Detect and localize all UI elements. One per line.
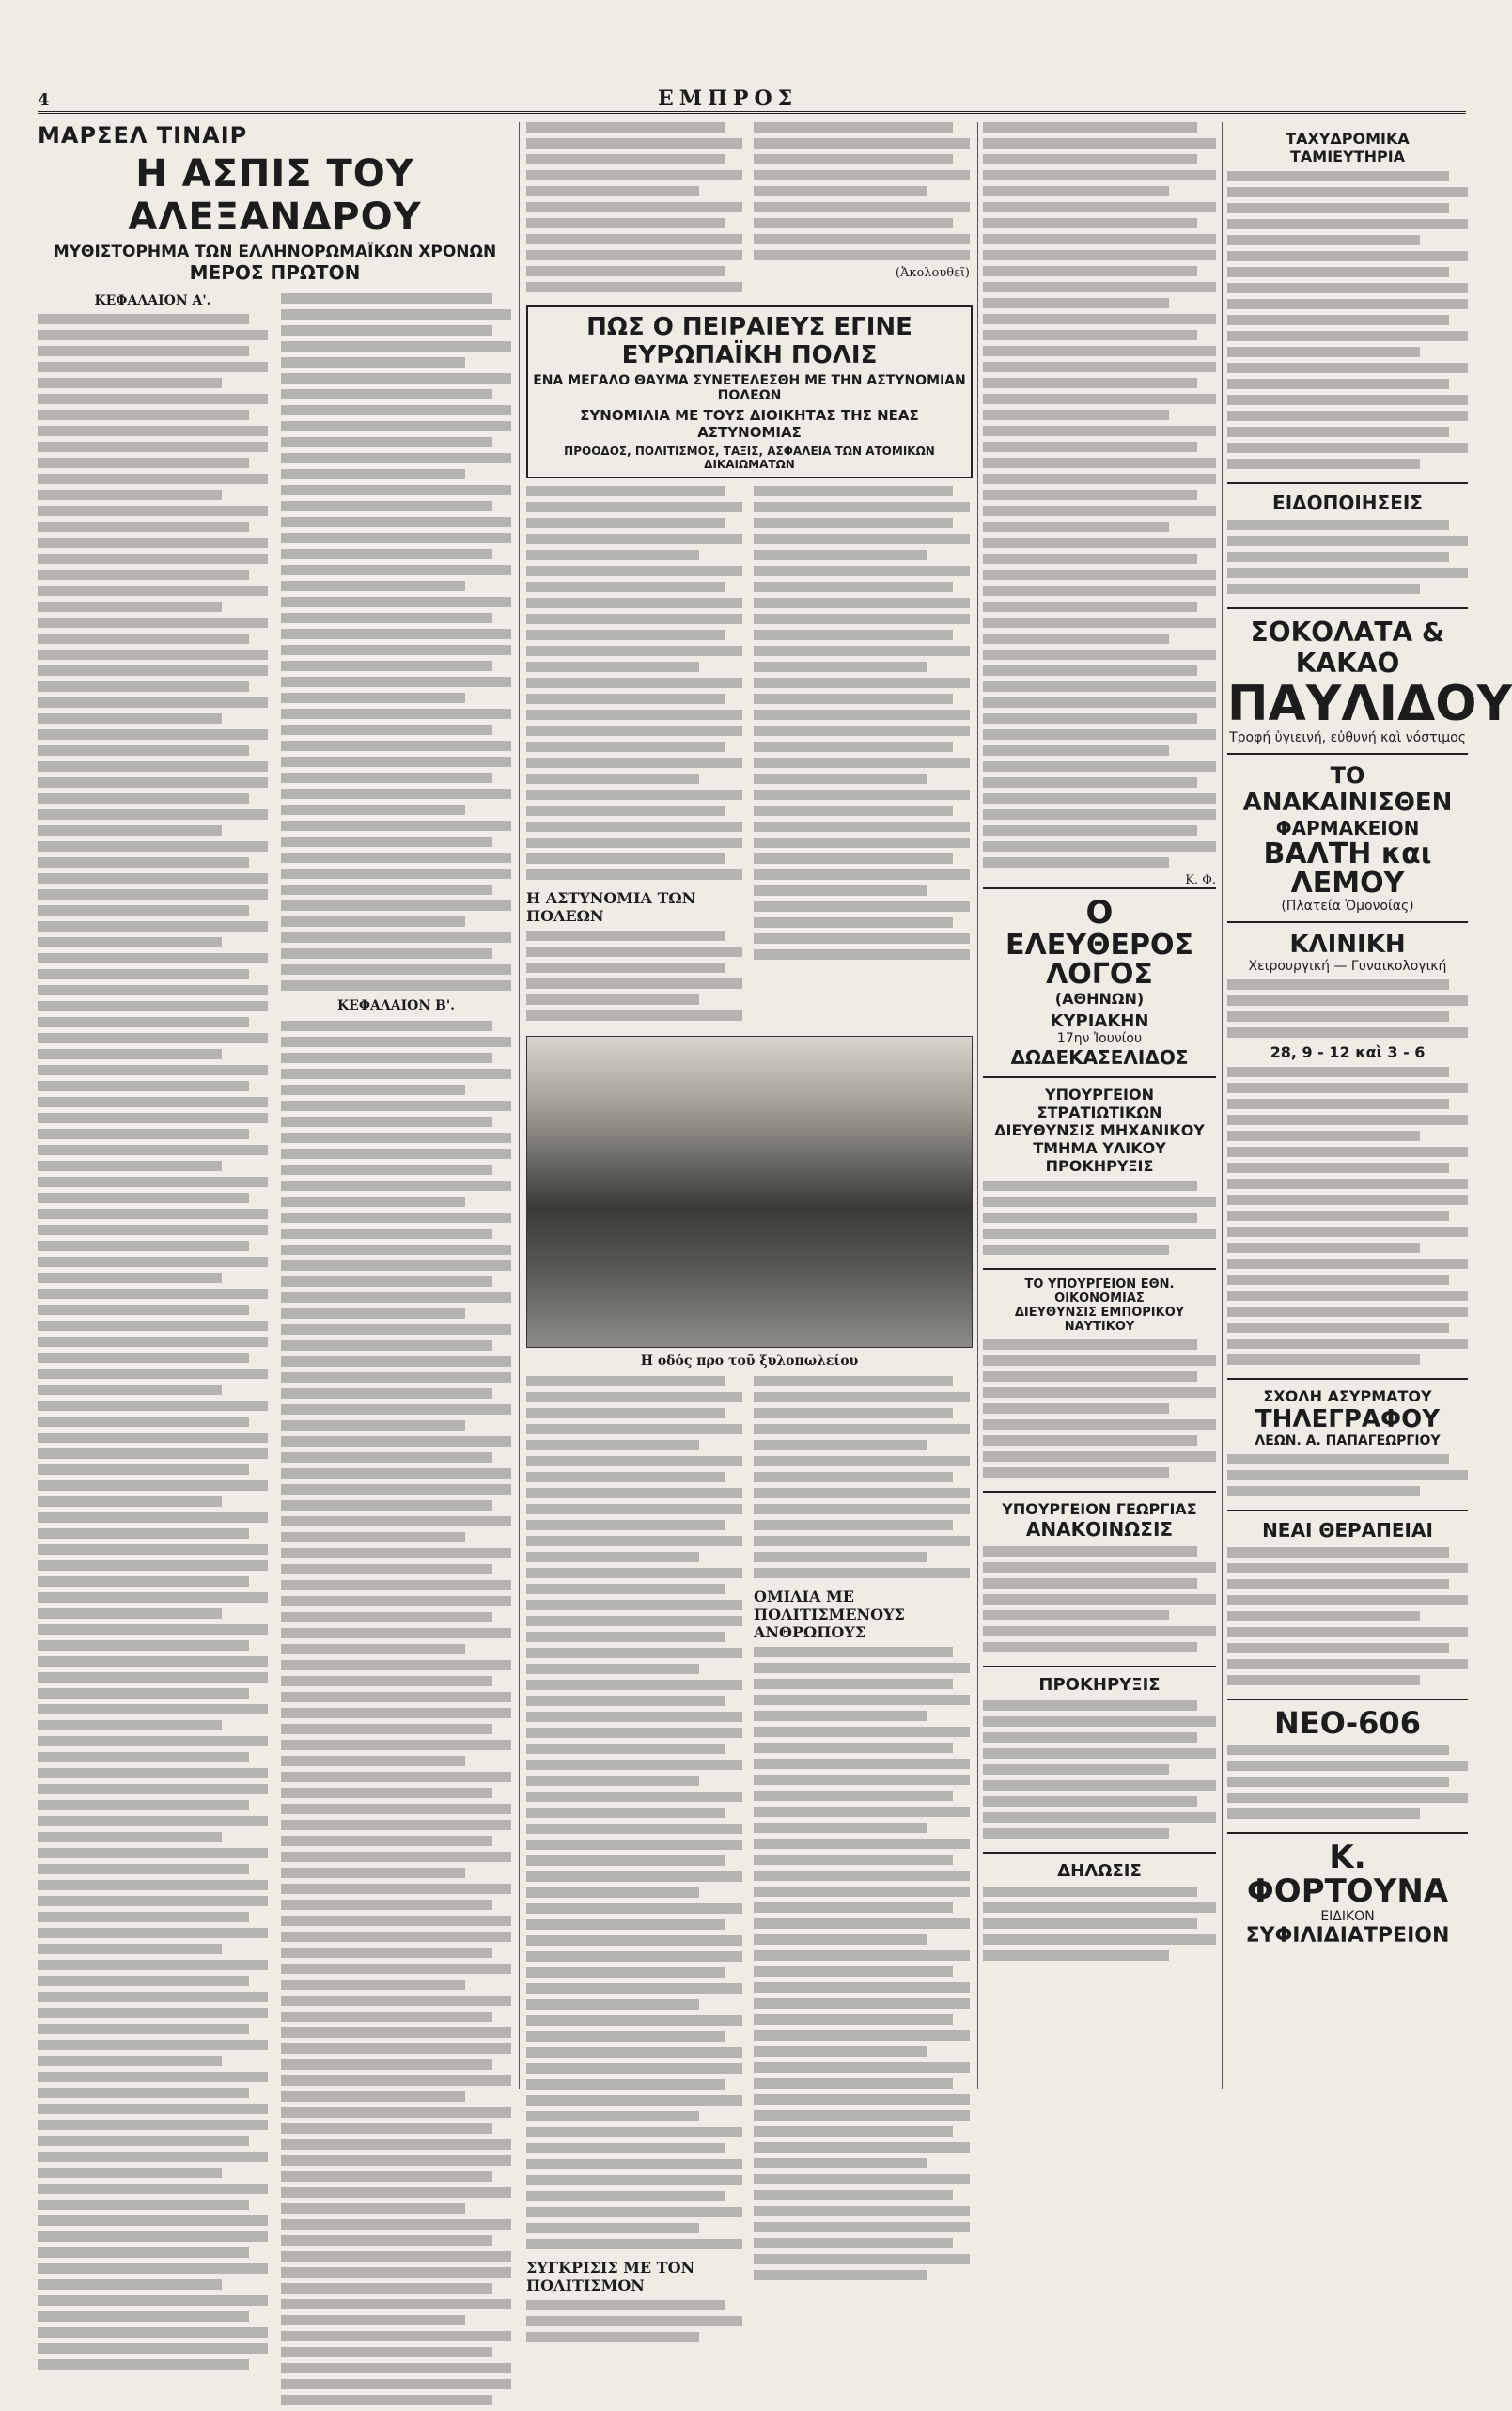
ads-column — [1227, 122, 1512, 1955]
section-civilization: ΣΥΓΚΡΙΣΙΣ ΜΕ ΤΟΝ ΠΟΛΙΤΙΣΜΟΝ — [526, 2259, 695, 2294]
ad-notices: ΕΙΔΟΠΟΙΗΣΕΙΣ — [1227, 482, 1468, 607]
article-headline-box — [526, 305, 973, 478]
column-divider — [1222, 122, 1223, 2089]
masthead — [38, 86, 1466, 111]
article-deck-2: ΣΥΝΟΜΙΛΙΑ ΜΕ ΤΟΥΣ ΔΙΟΙΚΗΤΑΣ ΤΗΣ ΝΕΑΣ ΑΣΤΥΝΟΜΙΑΣ — [580, 407, 919, 441]
serial-columns — [38, 293, 512, 2411]
notices-top-text — [983, 122, 1216, 887]
section-police: Η ΑΣΤΥΝΟΜΙΑ ΤΩΝ ΠΟΛΕΩΝ — [526, 889, 696, 925]
ad-ministry-military: ΥΠΟΥΡΓΕΙΟΝ ΣΤΡΑΤΙΩΤΙΚΩΝ ΔΙΕΥΘΥΝΣΙΣ ΜΗΧΑΝΙΚΟΥ ΤΜΗΜΑ ΥΛΙΚΟΥ ΠΡΟΚΗΡΥΞΙΣ — [983, 1076, 1216, 1268]
ad-clinic: ΚΛΙΝΙΚΗ Χειρουργική — Γυναικολογική 28, 9 - 12 καὶ 3 - 6 — [1227, 921, 1468, 1378]
article-body-top — [526, 486, 973, 1026]
ad-pharmacy: ΤΟ ΑΝΑΚΑΙΝΙΣΘΕΝ ΦΑΡΜΑΚΕΙΟΝ ΒΑΛΤΗ και ΛΕΜΟΥ (Πλατεία Ὁμονοίας) — [1227, 753, 1468, 921]
page-number: 4 — [38, 90, 50, 110]
article-headline: ΠΩΣ Ο ΠΕΙΡΑΙΕΥΣ ΕΓΙΝΕ ΕΥΡΩΠΑΪΚΗ ΠΟΛΙΣ — [586, 313, 912, 369]
masthead-rule — [38, 111, 1466, 114]
column-divider — [977, 122, 978, 2089]
serial-part: ΜΕΡΟΣ ΠΡΩΤΟΝ — [189, 261, 361, 284]
ad-agriculture: ΥΠΟΥΡΓΕΙΟΝ ΓΕΩΡΓΙΑΣ ΑΝΑΚΟΙΝΩΣΙΣ — [983, 1491, 1216, 1666]
ad-savings: ΤΑΧΥΔΡΟΜΙΚΑ ΤΑΜΙΕΥΤΗΡΙΑ — [1227, 122, 1468, 482]
section-dialogue: ΟΜΙΛΙΑ ΜΕ ΠΟΛΙΤΙΣΜΕΝΟΥΣ ΑΝΘΡΩΠΟΥΣ — [754, 1588, 905, 1641]
article-body-bottom — [526, 1376, 973, 2348]
serial-author: ΜΑΡΣΕΛ ΤΙΝΑΙΡ — [38, 122, 248, 149]
serial-column-2 — [281, 293, 511, 2411]
chapter-b-heading: ΚΕΦΑΛΑΙΟΝ Β'. — [336, 998, 456, 1013]
serial-text-block — [281, 1021, 511, 2405]
paper-name: ΕΜΠΡΟΣ — [658, 86, 799, 111]
main-article — [526, 122, 973, 2348]
serial-text-block — [38, 314, 268, 2370]
serial-novel — [38, 122, 512, 2411]
article-lead-block — [526, 122, 973, 298]
ad-fortouna: Κ. ΦΟΡΤΟΥΝΑ ΕΙΔΙΚΟΝ ΣΥΦΙΛΙΔΙΑΤΡΕΙΟΝ — [1227, 1832, 1468, 1954]
article-signature: Κ. Φ. — [1185, 873, 1216, 887]
ad-neo-606: ΝΕΟ-606 — [1227, 1699, 1468, 1833]
notices-column — [983, 122, 1216, 1974]
article-deck-1: ΕΝΑ ΜΕΓΑΛΟ ΘΑΥΜΑ ΣΥΝΕΤΕΛΕΣΘΗ ΜΕ ΤΗΝ ΑΣΤΥΝΟΜΙΑΝ ΠΟΛΕΩΝ — [533, 373, 966, 403]
serial-column-1 — [38, 293, 268, 2411]
ad-proclamation: ΠΡΟΚΗΡΥΞΙΣ — [983, 1666, 1216, 1852]
photo-caption: Η οδός προ τοῦ ξυλοπωλείου — [640, 1354, 859, 1369]
ad-therapies: ΝΕΑΙ ΘΕΡΑΠΕΙΑΙ — [1227, 1510, 1468, 1699]
serial-subtitle: ΜΥΘΙΣΤΟΡΗΜΑ ΤΩΝ ΕΛΛΗΝΟΡΩΜΑΪΚΩΝ ΧΡΟΝΩΝ — [53, 243, 497, 261]
serial-text-block — [281, 293, 511, 991]
ad-wireless: ΣΧΟΛΗ ΑΣΥΡΜΑΤΟΥ ΤΗΛΕΓΡΑΦΟΥ ΛΕΩΝ. Α. ΠΑΠΑΓΕΩΡΓΙΟΥ — [1227, 1378, 1468, 1510]
ad-declarations: ΔΗΛΩΣΙΣ — [983, 1852, 1216, 1974]
article-deck-3: ΠΡΟΟΔΟΣ, ΠΟΛΙΤΙΣΜΟΣ, ΤΑΞΙΣ, ΑΣΦΑΛΕΙΑ ΤΩΝ ΑΤΟΜΙΚΩΝ ΔΙΚΑΙΩΜΑΤΩΝ — [564, 445, 935, 471]
crowd-photo — [526, 1036, 973, 1348]
ad-chocolate: ΣΟΚΟΛΑΤΑ & ΚΑΚΑΟ ΠΑΥΛΙΔΟΥ Τροφή ὑγιεινή, εὐθυνή καὶ νόστιμος — [1227, 607, 1468, 753]
ad-marine: ΤΟ ΥΠΟΥΡΓΕΙΟΝ ΕΘΝ. ΟΙΚΟΝΟΜΙΑΣ ΔΙΕΥΘΥΝΣΙΣ ΕΜΠΟΡΙΚΟΥ ΝΑΥΤΙΚΟΥ — [983, 1268, 1216, 1491]
ad-eleftheros-logos: Ο ΕΛΕΥΘΕΡΟΣ ΛΟΓΟΣ (ΑΘΗΝΩΝ) ΚΥΡΙΑΚΗΝ 17ην Ἰουνίου ΔΩΔΕΚΑΣΕΛΙΔΟΣ — [983, 887, 1216, 1076]
chapter-a-heading: ΚΕΦΑΛΑΙΟΝ Α'. — [94, 293, 211, 308]
serial-title: Η ΑΣΠΙΣ ΤΟΥ ΑΛΕΞΑΝΔΡΟΥ — [128, 152, 422, 239]
serial-continues: (Ἀκολουθεῖ) — [895, 266, 970, 280]
column-divider — [519, 122, 520, 2089]
